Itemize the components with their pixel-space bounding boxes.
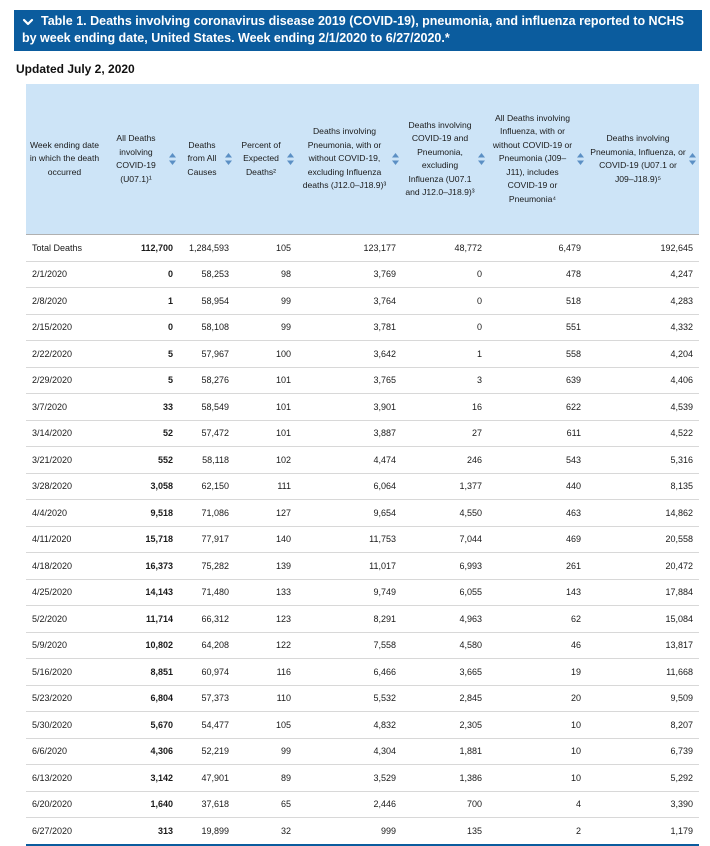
value-cell: 105: [235, 712, 297, 739]
value-cell: 101: [235, 420, 297, 447]
table-row: [26, 818, 699, 845]
value-cell: 2,845: [402, 685, 488, 712]
value-cell: 999: [297, 818, 402, 845]
value-cell: 4,247: [587, 261, 699, 288]
value-cell: 60,974: [179, 659, 235, 686]
week-cell: 2/29/2020: [26, 367, 103, 394]
week-cell: 6/20/2020: [26, 791, 103, 818]
value-cell: 3,665: [402, 659, 488, 686]
value-cell: 1,881: [402, 738, 488, 765]
value-cell: 123: [235, 606, 297, 633]
value-cell: 58,276: [179, 367, 235, 394]
value-cell: 19,899: [179, 818, 235, 845]
value-cell: 99: [235, 738, 297, 765]
column-header-label: All Deaths involving COVID-19 (U07.1)¹: [116, 133, 156, 184]
sort-icon[interactable]: [225, 153, 232, 165]
value-cell: 4,832: [297, 712, 402, 739]
value-cell: 543: [488, 447, 587, 474]
value-cell: 8,851: [103, 659, 179, 686]
value-cell: 3,142: [103, 765, 179, 792]
value-cell: 0: [402, 314, 488, 341]
value-cell: 143: [488, 579, 587, 606]
value-cell: 58,118: [179, 447, 235, 474]
value-cell: 1,179: [587, 818, 699, 845]
value-cell: 3,781: [297, 314, 402, 341]
week-cell: 2/15/2020: [26, 314, 103, 341]
column-header-label: Deaths involving COVID-19 and Pneumonia, excluding Influenza (U07.1 and J12.0–J18.9)³: [405, 119, 475, 197]
week-cell: 4/4/2020: [26, 500, 103, 527]
value-cell: 64,208: [179, 632, 235, 659]
week-cell: 6/13/2020: [26, 765, 103, 792]
value-cell: 135: [402, 818, 488, 845]
value-cell: 192,645: [587, 235, 699, 262]
value-cell: 4,550: [402, 500, 488, 527]
value-cell: 5: [103, 341, 179, 368]
week-cell: 4/18/2020: [26, 553, 103, 580]
value-cell: 9,518: [103, 500, 179, 527]
value-cell: 3,529: [297, 765, 402, 792]
value-cell: 57,967: [179, 341, 235, 368]
sort-icon[interactable]: [287, 153, 294, 165]
value-cell: 5,670: [103, 712, 179, 739]
value-cell: 52,219: [179, 738, 235, 765]
value-cell: 10: [488, 765, 587, 792]
sort-icon[interactable]: [392, 153, 399, 165]
updated-date: Updated July 2, 2020: [16, 62, 135, 76]
value-cell: 4,283: [587, 288, 699, 315]
value-cell: 478: [488, 261, 587, 288]
value-cell: 1,640: [103, 791, 179, 818]
value-cell: 10: [488, 712, 587, 739]
value-cell: 639: [488, 367, 587, 394]
value-cell: 57,472: [179, 420, 235, 447]
value-cell: 111: [235, 473, 297, 500]
value-cell: 15,084: [587, 606, 699, 633]
value-cell: 0: [103, 261, 179, 288]
value-cell: 0: [402, 261, 488, 288]
column-header-1: [26, 84, 103, 235]
value-cell: 48,772: [402, 235, 488, 262]
week-cell: 2/22/2020: [26, 341, 103, 368]
value-cell: 440: [488, 473, 587, 500]
week-cell: 5/23/2020: [26, 685, 103, 712]
value-cell: 1: [103, 288, 179, 315]
table-row: [26, 632, 699, 659]
week-cell: 5/30/2020: [26, 712, 103, 739]
value-cell: 105: [235, 235, 297, 262]
value-cell: 518: [488, 288, 587, 315]
value-cell: 112,700: [103, 235, 179, 262]
value-cell: 8,135: [587, 473, 699, 500]
value-cell: 3,058: [103, 473, 179, 500]
table-row: [26, 394, 699, 421]
value-cell: 0: [103, 314, 179, 341]
value-cell: 15,718: [103, 526, 179, 553]
sort-icon[interactable]: [689, 153, 696, 165]
value-cell: 10,802: [103, 632, 179, 659]
value-cell: 4,306: [103, 738, 179, 765]
week-cell: 2/8/2020: [26, 288, 103, 315]
value-cell: 16: [402, 394, 488, 421]
column-header-label: Percent of Expected Deaths²: [241, 139, 281, 177]
table-row: [26, 288, 699, 315]
value-cell: 10: [488, 738, 587, 765]
value-cell: 46: [488, 632, 587, 659]
value-cell: 9,509: [587, 685, 699, 712]
value-cell: 75,282: [179, 553, 235, 580]
value-cell: 100: [235, 341, 297, 368]
week-cell: 4/25/2020: [26, 579, 103, 606]
value-cell: 558: [488, 341, 587, 368]
value-cell: 622: [488, 394, 587, 421]
value-cell: 54,477: [179, 712, 235, 739]
value-cell: 116: [235, 659, 297, 686]
week-cell: 3/21/2020: [26, 447, 103, 474]
column-header-5[interactable]: [297, 84, 402, 235]
value-cell: 1,284,593: [179, 235, 235, 262]
value-cell: 140: [235, 526, 297, 553]
value-cell: 62: [488, 606, 587, 633]
table-body: [26, 235, 699, 845]
table-row: [26, 738, 699, 765]
sort-icon[interactable]: [169, 153, 176, 165]
value-cell: 8,207: [587, 712, 699, 739]
value-cell: 19: [488, 659, 587, 686]
value-cell: 33: [103, 394, 179, 421]
value-cell: 3,887: [297, 420, 402, 447]
value-cell: 4,963: [402, 606, 488, 633]
value-cell: 11,017: [297, 553, 402, 580]
value-cell: 58,954: [179, 288, 235, 315]
value-cell: 52: [103, 420, 179, 447]
column-header-label: Deaths from All Causes: [187, 139, 217, 177]
value-cell: 611: [488, 420, 587, 447]
value-cell: 5,292: [587, 765, 699, 792]
value-cell: 3,769: [297, 261, 402, 288]
value-cell: 127: [235, 500, 297, 527]
value-cell: 110: [235, 685, 297, 712]
week-cell: 3/14/2020: [26, 420, 103, 447]
value-cell: 0: [402, 288, 488, 315]
value-cell: 62,150: [179, 473, 235, 500]
value-cell: 5: [103, 367, 179, 394]
value-cell: 101: [235, 367, 297, 394]
table-row: [26, 712, 699, 739]
value-cell: 4,332: [587, 314, 699, 341]
value-cell: 6,479: [488, 235, 587, 262]
table-title-toggle[interactable]: [14, 10, 702, 51]
value-cell: 13,817: [587, 632, 699, 659]
value-cell: 17,884: [587, 579, 699, 606]
deaths-table: [26, 84, 699, 846]
value-cell: 123,177: [297, 235, 402, 262]
value-cell: 71,480: [179, 579, 235, 606]
value-cell: 4: [488, 791, 587, 818]
column-header-label: Deaths involving Pneumonia, with or without COVID-19, excluding Influenza deaths (J12.0–J18.9)³: [302, 126, 387, 191]
column-header-4[interactable]: [235, 84, 297, 235]
value-cell: 3: [402, 367, 488, 394]
week-cell: 5/16/2020: [26, 659, 103, 686]
value-cell: 6,064: [297, 473, 402, 500]
table-row: [26, 526, 699, 553]
value-cell: 1,377: [402, 473, 488, 500]
value-cell: 5,532: [297, 685, 402, 712]
value-cell: 469: [488, 526, 587, 553]
value-cell: 99: [235, 314, 297, 341]
value-cell: 4,522: [587, 420, 699, 447]
value-cell: 27: [402, 420, 488, 447]
table-title: Table 1. Deaths involving coronavirus disease 2019 (COVID-19), pneumonia, and influenza reported to NCHS by week ending date, United States. Week ending 2/1/2020 to 6/27/2020.*: [22, 14, 684, 45]
value-cell: 133: [235, 579, 297, 606]
value-cell: 8,291: [297, 606, 402, 633]
value-cell: 7,558: [297, 632, 402, 659]
table-row: [26, 606, 699, 633]
value-cell: 551: [488, 314, 587, 341]
table-row: [26, 314, 699, 341]
week-cell: 6/6/2020: [26, 738, 103, 765]
table-row: [26, 791, 699, 818]
sort-icon[interactable]: [577, 153, 584, 165]
value-cell: 246: [402, 447, 488, 474]
value-cell: 11,714: [103, 606, 179, 633]
column-header-6[interactable]: [402, 84, 488, 235]
value-cell: 20,472: [587, 553, 699, 580]
column-header-3[interactable]: [179, 84, 235, 235]
value-cell: 261: [488, 553, 587, 580]
value-cell: 2: [488, 818, 587, 845]
value-cell: 66,312: [179, 606, 235, 633]
deaths-table-container: [26, 84, 699, 846]
value-cell: 58,549: [179, 394, 235, 421]
value-cell: 2,446: [297, 791, 402, 818]
value-cell: 6,804: [103, 685, 179, 712]
value-cell: 6,466: [297, 659, 402, 686]
value-cell: 65: [235, 791, 297, 818]
value-cell: 6,993: [402, 553, 488, 580]
value-cell: 3,901: [297, 394, 402, 421]
value-cell: 101: [235, 394, 297, 421]
value-cell: 58,253: [179, 261, 235, 288]
table-header-row: [26, 84, 699, 235]
value-cell: 14,862: [587, 500, 699, 527]
column-header-7[interactable]: [488, 84, 587, 235]
value-cell: 1,386: [402, 765, 488, 792]
table-row: [26, 447, 699, 474]
value-cell: 20,558: [587, 526, 699, 553]
column-header-label: All Deaths involving Influenza, with or without COVID-19 or Pneumonia (J09–J11), includes COVID-19 or Pneumonia⁴: [492, 112, 573, 204]
value-cell: 47,901: [179, 765, 235, 792]
value-cell: 700: [402, 791, 488, 818]
value-cell: 89: [235, 765, 297, 792]
value-cell: 99: [235, 288, 297, 315]
value-cell: 11,668: [587, 659, 699, 686]
value-cell: 3,765: [297, 367, 402, 394]
week-cell: 4/11/2020: [26, 526, 103, 553]
table-row: [26, 261, 699, 288]
value-cell: 139: [235, 553, 297, 580]
table-row: [26, 500, 699, 527]
value-cell: 57,373: [179, 685, 235, 712]
value-cell: 552: [103, 447, 179, 474]
value-cell: 3,390: [587, 791, 699, 818]
value-cell: 11,753: [297, 526, 402, 553]
week-cell: 3/28/2020: [26, 473, 103, 500]
value-cell: 58,108: [179, 314, 235, 341]
table-row: [26, 367, 699, 394]
value-cell: 5,316: [587, 447, 699, 474]
value-cell: 4,406: [587, 367, 699, 394]
value-cell: 9,749: [297, 579, 402, 606]
total-row: [26, 235, 699, 262]
table-row: [26, 685, 699, 712]
week-cell: 3/7/2020: [26, 394, 103, 421]
value-cell: 4,474: [297, 447, 402, 474]
table-row: [26, 420, 699, 447]
value-cell: 37,618: [179, 791, 235, 818]
value-cell: 6,055: [402, 579, 488, 606]
sort-icon[interactable]: [478, 153, 485, 165]
value-cell: 14,143: [103, 579, 179, 606]
value-cell: 3,642: [297, 341, 402, 368]
value-cell: 3,764: [297, 288, 402, 315]
table-row: [26, 659, 699, 686]
table-row: [26, 553, 699, 580]
value-cell: 4,539: [587, 394, 699, 421]
week-cell: 2/1/2020: [26, 261, 103, 288]
value-cell: 102: [235, 447, 297, 474]
value-cell: 77,917: [179, 526, 235, 553]
value-cell: 71,086: [179, 500, 235, 527]
value-cell: 2,305: [402, 712, 488, 739]
value-cell: 98: [235, 261, 297, 288]
value-cell: 313: [103, 818, 179, 845]
value-cell: 6,739: [587, 738, 699, 765]
week-cell: 6/27/2020: [26, 818, 103, 845]
value-cell: 9,654: [297, 500, 402, 527]
value-cell: 16,373: [103, 553, 179, 580]
column-header-2[interactable]: [103, 84, 179, 235]
week-cell: Total Deaths: [26, 235, 103, 262]
column-header-label: Week ending date in which the death occurred: [29, 139, 100, 177]
column-header-label: Deaths involving Pneumonia, Influenza, or COVID-19 (U07.1 or J09–J18.9)⁵: [590, 133, 686, 184]
table-row: [26, 579, 699, 606]
table-row: [26, 473, 699, 500]
value-cell: 4,304: [297, 738, 402, 765]
value-cell: 32: [235, 818, 297, 845]
chevron-down-icon: [22, 13, 38, 30]
value-cell: 4,204: [587, 341, 699, 368]
value-cell: 122: [235, 632, 297, 659]
value-cell: 4,580: [402, 632, 488, 659]
value-cell: 463: [488, 500, 587, 527]
week-cell: 5/2/2020: [26, 606, 103, 633]
value-cell: 7,044: [402, 526, 488, 553]
value-cell: 20: [488, 685, 587, 712]
table-row: [26, 341, 699, 368]
value-cell: 1: [402, 341, 488, 368]
column-header-8[interactable]: [587, 84, 699, 235]
week-cell: 5/9/2020: [26, 632, 103, 659]
table-row: [26, 765, 699, 792]
